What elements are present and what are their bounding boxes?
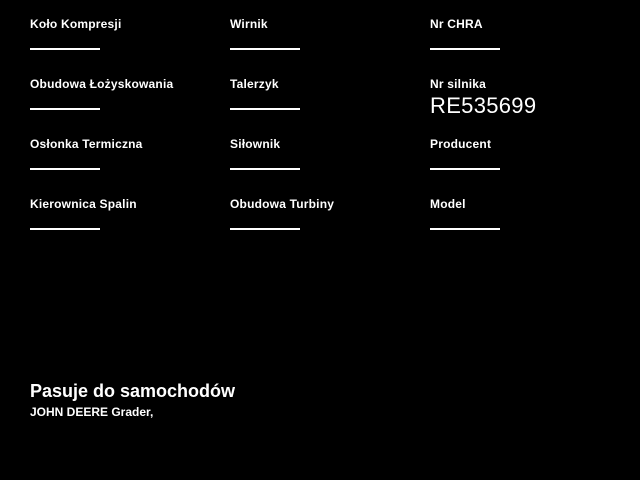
field-label: Nr silnika (430, 77, 487, 91)
spec-field-wirnik (230, 17, 420, 50)
spec-field-nr-silnika (430, 77, 620, 118)
field-value-underline (230, 48, 300, 50)
compatibility-section (30, 381, 235, 419)
field-label: Siłownik (230, 137, 281, 151)
field-label: Model (430, 197, 466, 211)
compatibility-vehicle-list: JOHN DEERE Grader, (30, 405, 154, 419)
field-label: Kierownica Spalin (30, 197, 137, 211)
field-value-underline (230, 108, 300, 110)
field-label: Koło Kompresji (30, 17, 122, 31)
field-value-underline (30, 168, 100, 170)
field-value-underline (230, 168, 300, 170)
field-value-underline (230, 228, 300, 230)
spec-field-obudowa-turbiny (230, 197, 420, 230)
field-label: Obudowa Łożyskowania (30, 77, 174, 91)
field-value-underline (30, 48, 100, 50)
spec-field-talerzyk (230, 77, 420, 110)
field-value-underline (430, 228, 500, 230)
field-label: Obudowa Turbiny (230, 197, 335, 211)
field-value-underline (430, 48, 500, 50)
field-label: Wirnik (230, 17, 268, 31)
field-label: Nr CHRA (430, 17, 483, 31)
spec-field-nr-chra (430, 17, 620, 50)
spec-field-oslonka-termiczna (30, 137, 220, 170)
field-label: Talerzyk (230, 77, 279, 91)
field-label: Osłonka Termiczna (30, 137, 143, 151)
spec-field-kolo-kompresji (30, 17, 220, 50)
spec-field-kierownica-spalin (30, 197, 220, 230)
field-value-underline (430, 168, 500, 170)
field-value-underline (30, 228, 100, 230)
compatibility-heading: Pasuje do samochodów (30, 381, 236, 401)
spec-field-producent (430, 137, 620, 170)
engine-number-value: RE535699 (430, 93, 537, 118)
field-value-underline (30, 108, 100, 110)
field-label: Producent (430, 137, 492, 151)
spec-field-model (430, 197, 620, 230)
spec-field-obudowa-lozyskowania (30, 77, 220, 110)
spec-field-silownik (230, 137, 420, 170)
